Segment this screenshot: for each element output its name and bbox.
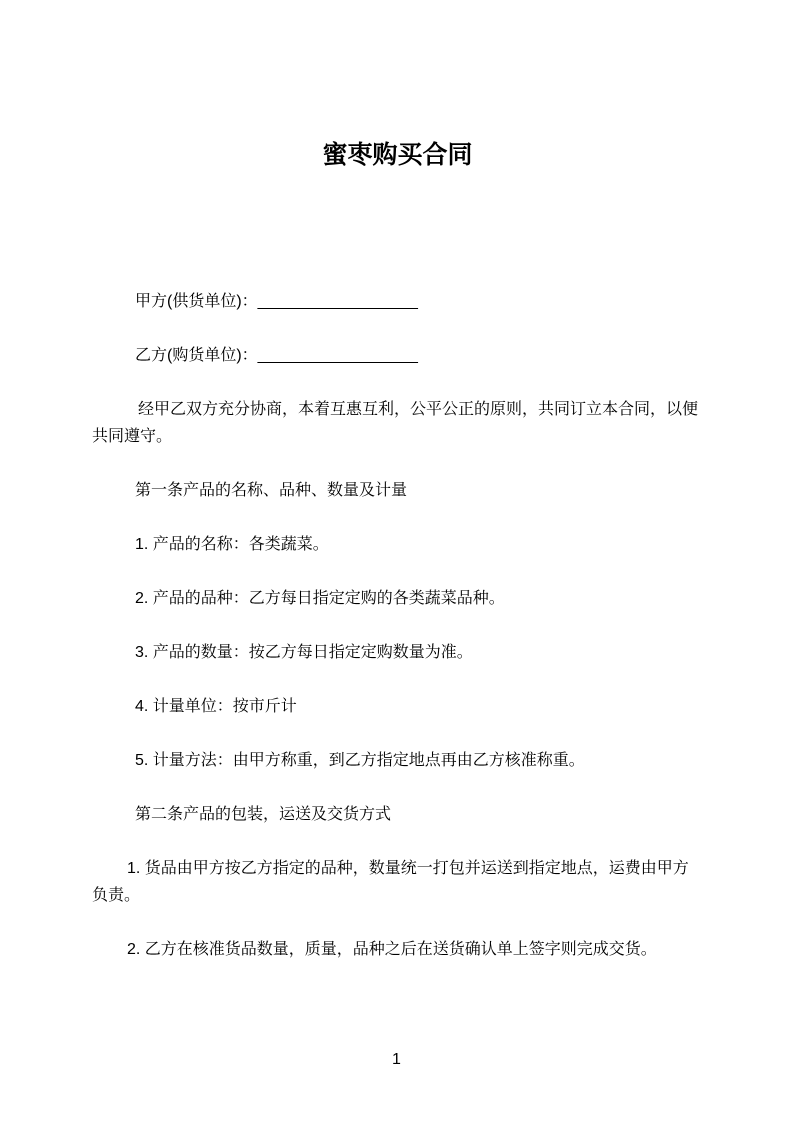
contract-title: 蜜枣购买合同 xyxy=(322,141,473,169)
clause-product-quantity: 3. 产品的数量：按乙方每日指定定购数量为准。 xyxy=(135,644,473,661)
clause-packing-delivery-line-1: 1. 货品由甲方按乙方指定的品种，数量统一打包并运送到指定地点，运费由甲方 xyxy=(127,860,689,877)
clause-packing-delivery xyxy=(92,855,703,909)
clause-product-variety: 2. 产品的品种：乙方每日指定定购的各类蔬菜品种。 xyxy=(135,590,505,607)
preamble-line-1: 经甲乙双方充分协商，本着互惠互利，公平公正的原则，共同订立本合同，以便 xyxy=(138,401,699,418)
clause-product-name: 1. 产品的名称：各类蔬菜。 xyxy=(135,536,329,553)
preamble-line-2: 共同遵守。 xyxy=(92,428,173,445)
section2-heading: 第二条产品的包装，运送及交货方式 xyxy=(135,806,392,823)
clause-measure-unit: 4. 计量单位：按市斤计 xyxy=(135,698,297,715)
clause-delivery-confirmation: 2. 乙方在核准货品数量，质量，品种之后在送货确认单上签字则完成交货。 xyxy=(127,941,657,958)
clause-packing-delivery-line-2: 负责。 xyxy=(92,887,141,904)
page-number: 1 xyxy=(392,1051,401,1068)
party-a-blank-underline: __________________ xyxy=(257,293,418,310)
party-a-line xyxy=(92,288,703,315)
party-b-blank-underline: __________________ xyxy=(257,347,418,364)
party-a-label: 甲方(供货单位)： xyxy=(135,293,258,310)
clause-measure-method: 5. 计量方法：由甲方称重，到乙方指定地点再由乙方核准称重。 xyxy=(135,752,585,769)
party-b-label: 乙方(购货单位)： xyxy=(135,347,258,364)
section1-heading: 第一条产品的名称、品种、数量及计量 xyxy=(135,482,408,499)
party-b-line xyxy=(92,342,703,369)
preamble-paragraph xyxy=(92,396,703,450)
